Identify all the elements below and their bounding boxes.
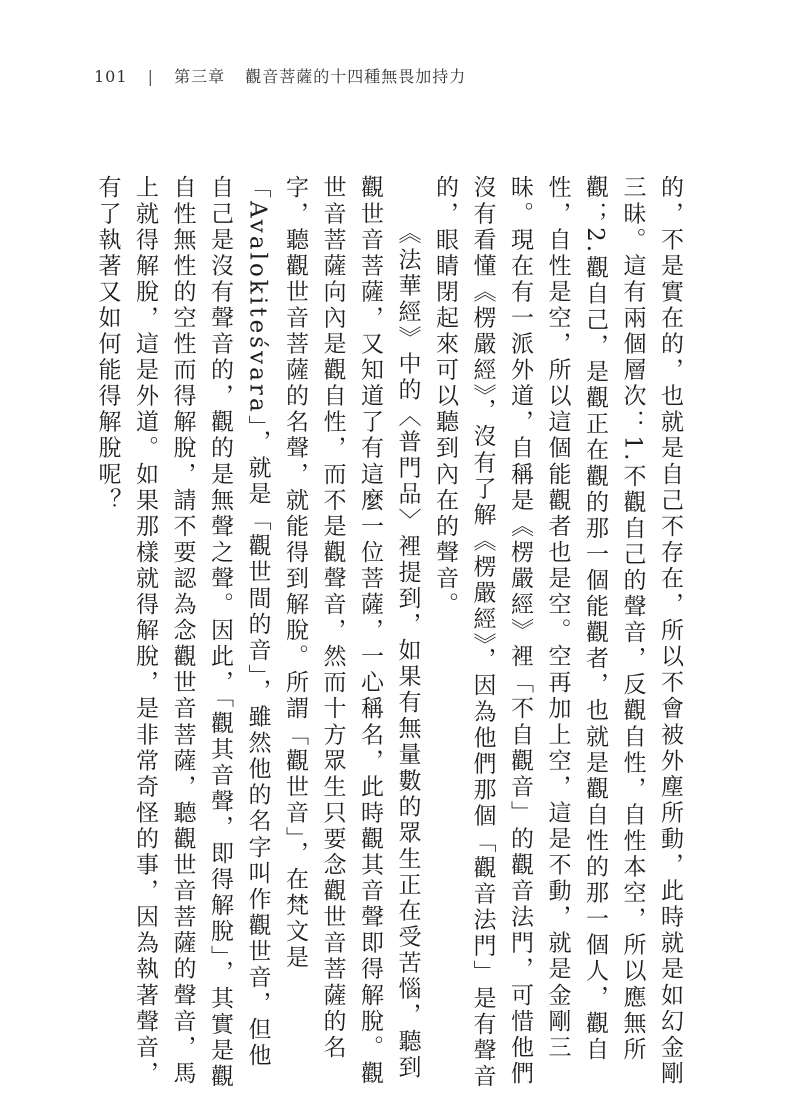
page-number: 101 xyxy=(94,67,128,86)
chapter-title: 觀音菩薩的十四種無畏加持力 xyxy=(245,67,467,86)
paragraph: 《法華經》中的〈普門品〉裡提到，如果有無量數的眾生正在受苦惱，聽到觀世音菩薩，又知道了有這麼一位菩薩，一心稱名，此時觀其音聲即得解脫。觀世音菩薩向內是觀自性，而不是觀聲音，然而十方眾生只要念觀世音菩薩的名字，聽觀世音菩薩的名聲，就能得到解脫。所謂「觀世音」，在梵文是「Avalokiteśvara」，就是「觀世間的音」，雖然他的名字叫作觀世音，但他自己是沒有聲音的，觀的是無聲之聲。因此，「觀其音聲，即得解脫」，其實是觀自性無性的空性而得解脫，請不要認為念觀世音菩薩，聽觀世音菩薩的聲音，馬上就得解脫，這是外道。如果那樣就得解脫，是非常奇怪的事，因為執著聲音，有了執著又如何能得解脫呢？ xyxy=(94,175,421,1090)
body-text xyxy=(88,175,688,1095)
paragraph: 的，不是實在的，也就是自己不存在，所以不會被外塵所動，此時就是如幻金剛三昧。這有兩個層次：1.不觀自己的聲音，反觀自性，自性本空，所以應無所觀；2.觀自己，是觀正在觀的那一個能觀者，也就是觀自性的那一個人，觀自性，自性是空，所以這個能觀者也是空。空再加上空，這是不動，就是金剛三昧。現在有一派外道，自稱是《楞嚴經》裡「不自觀音」的觀音法門，可惜他們沒有看懂《楞嚴經》，沒有了解《楞嚴經》，因為他們那個「觀音法門」是有聲音的，眼睛閉起來可以聽到內在的聲音。 xyxy=(432,175,683,1090)
running-header xyxy=(94,64,466,87)
header-separator: | xyxy=(147,67,155,86)
chapter-label: 第三章 xyxy=(174,67,226,86)
